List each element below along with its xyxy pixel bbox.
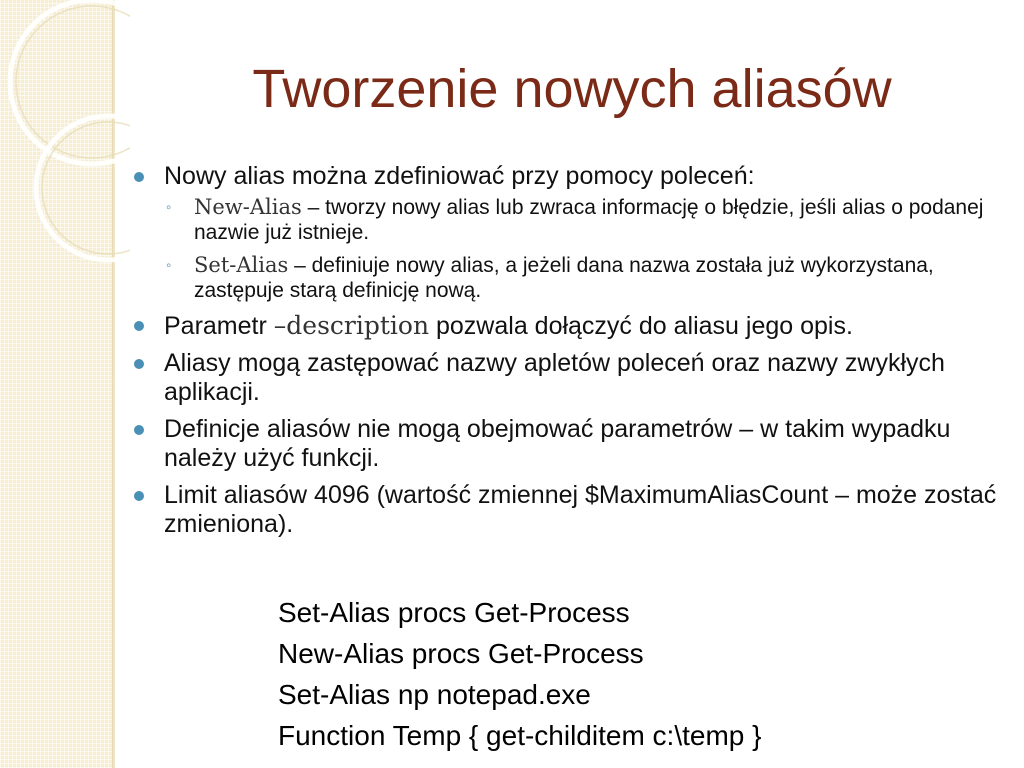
code-line: New-Alias procs Get-Process [278, 638, 644, 669]
bullet-text: Limit aliasów 4096 (wartość zmiennej $MaximumAliasCount – może zostać zmieniona). [164, 481, 997, 538]
sub-bullet-text: – tworzy nowy alias lub zwraca informację o błędzie, jeśli alias o podanej nazwie już istnieje. [194, 196, 984, 244]
parameter-name: –description [273, 311, 430, 340]
bullet-dot-icon [134, 172, 144, 182]
sub-bullet-text: – definiuje nowy alias, a jeżeli dana nazwa została już wykorzystana, zastępuje starą definicję nową. [194, 254, 934, 302]
bullet-text: Nowy alias można zdefiniować przy pomocy poleceń: [164, 162, 755, 190]
bullet-text: Definicje aliasów nie mogą obejmować parametrów – w takim wypadku należy użyć funkcji. [164, 415, 951, 472]
command-name: Set-Alias [194, 253, 289, 277]
bullet-text-after: pozwala dołączyć do aliasu jego opis. [429, 312, 853, 340]
hollow-bullet-icon: ◦ [166, 199, 172, 216]
bullet-item [134, 349, 1018, 407]
bullet-item [134, 311, 1018, 341]
sub-bullet-item [164, 253, 1018, 303]
bullet-item [134, 481, 1018, 539]
hollow-bullet-icon: ◦ [166, 257, 172, 274]
bullet-item [134, 162, 1018, 303]
bullet-text-before: Parametr [164, 312, 274, 340]
sub-bullet-list [164, 195, 1018, 303]
bullet-dot-icon [134, 359, 144, 369]
bullet-dot-icon [134, 321, 144, 331]
bullet-dot-icon [134, 425, 144, 435]
sub-bullet-item [164, 195, 1018, 245]
code-line: Function Temp { get-childitem c:\temp } [278, 720, 762, 751]
slide-title: Tworzenie nowych aliasów [252, 59, 892, 119]
bullet-text: Aliasy mogą zastępować nazwy apletów poleceń oraz nazwy zwykłych aplikacji. [164, 349, 945, 406]
command-name: New-Alias [194, 195, 302, 219]
bullet-item [134, 415, 1018, 473]
bullet-list [134, 162, 1018, 547]
decorative-circles [0, 0, 130, 290]
bullet-dot-icon [134, 491, 144, 501]
code-line: Set-Alias procs Get-Process [278, 597, 630, 628]
code-line: Set-Alias np notepad.exe [278, 679, 591, 710]
code-example-block [278, 592, 998, 756]
